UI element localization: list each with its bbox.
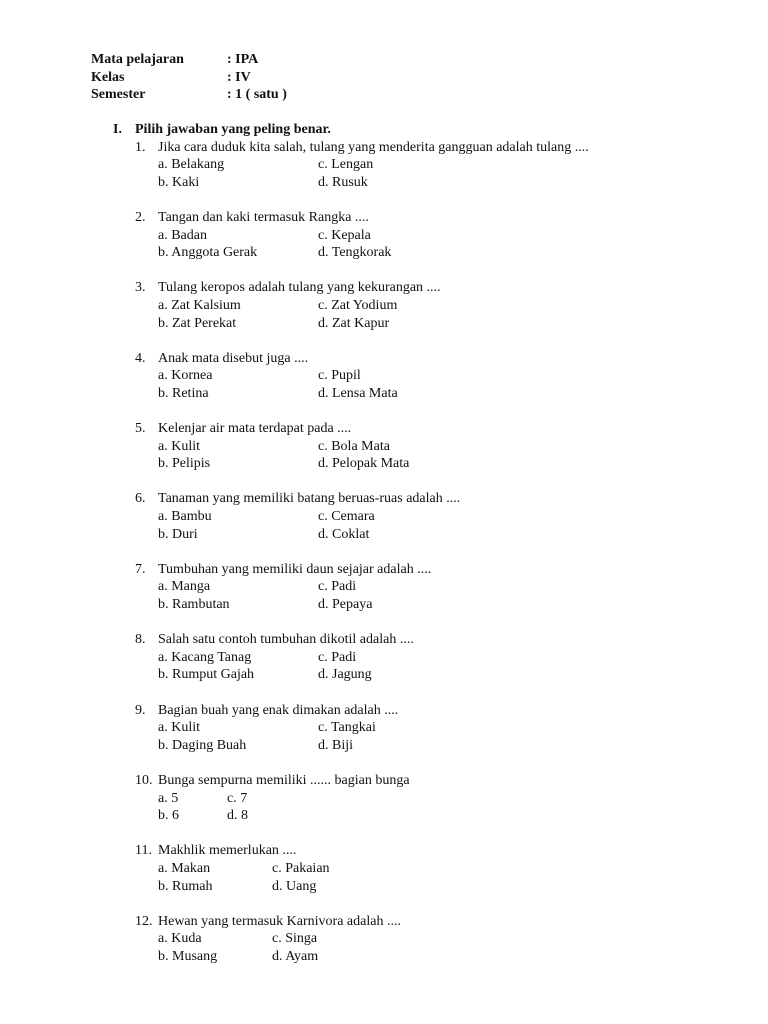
option-c: c. Cemara: [318, 509, 375, 525]
option-a: a. Kulit: [158, 720, 200, 736]
question-number: 1.: [135, 139, 146, 155]
option-a: a. Kornea: [158, 368, 213, 384]
option-c: c. Bola Mata: [318, 438, 390, 454]
header-row-subject: [91, 51, 287, 69]
option-c: c. Padi: [318, 579, 357, 595]
option-d: d. Jagung: [318, 667, 372, 683]
question-number: 8.: [135, 632, 146, 648]
question-text: Jika cara duduk kita salah, tulang yang menderita gangguan adalah tulang ....: [158, 139, 589, 155]
option-c: c. Kepala: [318, 227, 371, 243]
section-heading: [113, 121, 733, 139]
option-d: d. Zat Kapur: [318, 315, 390, 331]
option-b: b. 6: [158, 808, 179, 824]
question-number: 7.: [135, 561, 146, 577]
option-d: d. Biji: [318, 737, 354, 753]
option-d: d. Tengkorak: [318, 245, 392, 261]
option-c: c. Lengan: [318, 157, 374, 173]
question-text: Kelenjar air mata terdapat pada ....: [158, 421, 352, 437]
question-6: [113, 490, 733, 543]
option-d: d. Pelopak Mata: [318, 456, 410, 472]
option-c: c. Padi: [318, 649, 357, 665]
question-number: 11.: [135, 843, 152, 859]
section-multiple-choice: [113, 121, 733, 983]
header-info: [91, 51, 287, 104]
option-b: b. Anggota Gerak: [158, 245, 258, 261]
question-text: Tangan dan kaki termasuk Rangka ....: [158, 209, 369, 225]
option-d: d. Ayam: [272, 948, 319, 964]
question-7: [113, 561, 733, 614]
question-3: [113, 279, 733, 332]
question-text: Tulang keropos adalah tulang yang kekurangan ....: [158, 280, 441, 296]
option-c: c. Pakaian: [272, 860, 330, 876]
option-a: a. Makan: [158, 860, 211, 876]
header-row-semester: [91, 86, 287, 104]
option-d: d. Coklat: [318, 526, 370, 542]
option-b: b. Rumah: [158, 878, 213, 894]
option-b: b. Kaki: [158, 174, 200, 190]
option-b: b. Musang: [158, 948, 218, 964]
question-11: [113, 842, 733, 895]
question-4: [113, 350, 733, 403]
class-label: Kelas: [91, 69, 125, 85]
option-a: a. Badan: [158, 227, 207, 243]
option-b: b. Rambutan: [158, 597, 230, 613]
option-b: b. Duri: [158, 526, 198, 542]
option-c: c. Zat Yodium: [318, 297, 398, 313]
question-number: 4.: [135, 350, 146, 366]
option-b: b. Daging Buah: [158, 737, 247, 753]
option-a: a. Manga: [158, 579, 211, 595]
option-c: c. 7: [227, 790, 248, 806]
question-9: [113, 702, 733, 755]
option-d: d. Uang: [272, 878, 317, 894]
section-title: Pilih jawaban yang peling benar.: [135, 122, 331, 137]
question-1: [113, 139, 733, 192]
option-a: a. Kulit: [158, 438, 200, 454]
question-10: [113, 772, 733, 825]
option-d: d. 8: [227, 808, 248, 824]
question-2: [113, 209, 733, 262]
header-row-class: [91, 69, 287, 87]
question-text: Tumbuhan yang memiliki daun sejajar adalah ....: [158, 561, 432, 577]
option-a: a. Kuda: [158, 931, 202, 947]
question-text: Makhlik memerlukan ....: [158, 843, 297, 859]
question-number: 2.: [135, 209, 146, 225]
option-b: b. Pelipis: [158, 456, 211, 472]
option-c: c. Tangkai: [318, 720, 376, 736]
semester-value: : 1 ( satu ): [227, 87, 287, 103]
question-5: [113, 420, 733, 473]
question-number: 9.: [135, 702, 146, 718]
question-text: Bagian buah yang enak dimakan adalah ....: [158, 702, 399, 718]
option-b: b. Zat Perekat: [158, 315, 237, 331]
option-a: a. Zat Kalsium: [158, 297, 241, 313]
semester-label: Semester: [91, 87, 146, 103]
question-number: 6.: [135, 491, 146, 507]
question-12: [113, 913, 733, 966]
section-number: I.: [113, 122, 122, 137]
question-number: 10.: [135, 772, 153, 788]
option-d: d. Rusuk: [318, 174, 368, 190]
option-b: b. Retina: [158, 385, 209, 401]
question-text: Anak mata disebut juga ....: [158, 350, 309, 366]
class-value: : IV: [227, 69, 251, 85]
question-text: Tanaman yang memiliki batang beruas-ruas adalah ....: [158, 491, 461, 507]
question-number: 12.: [135, 913, 153, 929]
option-a: a. Belakang: [158, 157, 225, 173]
subject-value: : IPA: [227, 52, 259, 67]
option-c: c. Pupil: [318, 368, 361, 384]
option-d: d. Pepaya: [318, 597, 373, 613]
option-a: a. 5: [158, 790, 179, 806]
question-number: 3.: [135, 280, 146, 296]
question-number: 5.: [135, 421, 146, 437]
subject-label: Mata pelajaran: [91, 52, 184, 67]
question-8: [113, 631, 733, 684]
option-a: a. Kacang Tanag: [158, 649, 252, 665]
option-a: a. Bambu: [158, 509, 212, 525]
question-text: Hewan yang termasuk Karnivora adalah ....: [158, 913, 401, 929]
option-d: d. Lensa Mata: [318, 385, 398, 401]
option-c: c. Singa: [272, 931, 318, 947]
question-list: [113, 139, 733, 966]
question-text: Bunga sempurna memiliki ...... bagian bunga: [158, 772, 410, 788]
option-b: b. Rumput Gajah: [158, 667, 255, 683]
question-text: Salah satu contoh tumbuhan dikotil adalah ....: [158, 632, 414, 648]
